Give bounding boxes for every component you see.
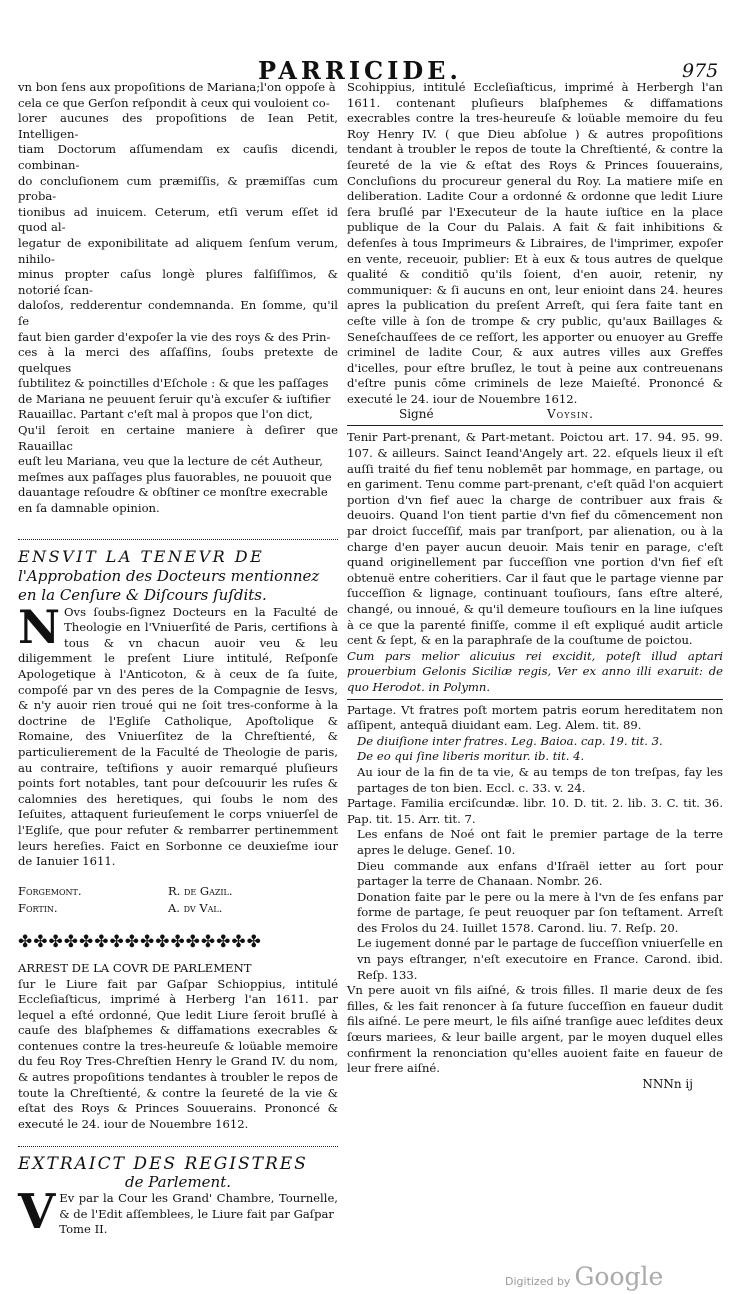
rule [347,425,723,426]
gathering-signature: NNNn ij [642,1076,693,1091]
pere-note: Vn pere auoit vn fils aiſné, & trois filles. Il marie deux de ſes filles, & les fait renoncer à ſa future ſucceſſion en faueur dudit fils aiſné. Le pere meurt, le fils aiſné tranſige auec leſdites deux ſœurs mariees, & leur baille argent, par le moyen duquel elles confirment la renonciation qu'elles auoient faite en faueur de leur frere aiſné. [347,983,723,1076]
opening-paragraph: vn bon ſens aux propoſitions de Mariana;l'on oppoſe à cela ce que Gerſon reſpondit à ceux qui vouloient co- lorer aucunes des propoſitions de Iean Petit, Intelligen- tiam Doctorum aſſumendam ex cauſis dicendi, combinan- do concluſionem cum præmiſſis, & præmiſſas cum proba- tionibus ad inuicem. Ceterum, etſi verum eſſet id quod al- legatur de exponibilitate ad aliquem ſenſum verum, nihilo- minus propter caſus longè plures falſiſſimos, & notorié ſcan- daloſos, redderentur condemnanda. En ſomme, qu'il ſe faut bien garder d'expoſer la vie des roys & des Prin- ces à la merci des aſſaſſins, ſoubs pretexte de quelques ſubtilitez & poinctilles d'Eſchole : & que les paſſages de Mariana ne peuuent ſeruir qu'à excuſer & iuſtifier Rauaillac. Partant c'eſt mal à propos que l'on dict, Qu'il ſeroit en certaine maniere à deſirer que Rauaillac euſt leu Mariana, veu que la lecture de cét Autheur, meſmes aux paſſages plus fauorables, ne pouuoit que dauantage reſoudre & obſtiner ce monſtre execrable en ſa damnable opinion. [18,80,338,516]
arrest-summary: ſur le Liure fait par Gaſpar Schioppius, intitulé Eccleſiaſticus, imprimé à Herberg l'an 1611. par lequel a eſté ordonné, Que ledit Liure ſeroit bruſlé à cauſe des blaſphemes & diffamations execrables & contenues contre la tres-heureuſe & loüable memoire du feu Roy Tres-Chreſtien Henry le Grand IV. du nom, & autres propoſitions tendantes à troubler le repos de toute la Chreſtienté, & contre la ſeureté de la vie & eſtat des Roys & Princes Souuerains. Prononcé & executé le 24. iour de Nouembre 1612. [18,976,338,1131]
signature: Forgemont. [18,883,82,898]
page-number: 975 [682,60,719,82]
signature: R. de Gazil. [168,883,233,898]
section-divider [18,1146,338,1147]
approbation-heading: ENSVIT LA TENEVR DE [18,546,265,566]
running-header [0,56,751,85]
digitized-watermark [505,1262,663,1291]
dieu-note: Dieu commande aux enfans d'Iſraël ietter au ſort pour partager la terre de Chanaan. Nombr. 26. [357,858,723,889]
right-column [347,80,723,1092]
arrest-continuation: Scohippius, intitulé Eccleſiaſticus, imprimé à Herbergh l'an 1611. contenant pluſieurs blaſphemes & diffamations execrables contre la tres-heureuſe & loüable memoire du feu Roy Henry IV. ( que Dieu abſolue ) & autres propoſitions tendant à troubler le repos de toute la Chreſtienté, & contre la ſeureté de la vie & eſtat des Roys & Princes ſouuerains, Concluſions du procureur general du Roy. La matiere miſe en deliberation. Ladite Cour a ordonné & ordonne que ledit Liure ſera bruſlé par l'Executeur de la haute iuſtice en la place publique de la Cour du Palais. A fait & fait inhibitions & defenſes à tous Imprimeurs & Libraires, de l'imprimer, expoſer en vente, receuoir, publier: Et à eux & tous autres de quelque qualité & conditiō qu'ils ſoient, d'en auoir, retenir, ny communiquer: & ſi aucuns en ont, leur enioint dans 24. heures apres la publication du preſent Arreſt, qui ſera faite tant en ceſte ville à ſon de trompe & cry public, qu'aux Baillages & Seneſchauſſees de ce reſſort, les apporter ou enuoyer au Greffe criminel de ladite Cour, & aux autres villes aux Greffes d'icelles, pour eſtre bruſlez, le tout à peine aux contreuenans d'eſtre punis cōme criminels de leze Maieſté. Prononcé & executé le 24. iour de Nouembre 1612. [347,80,723,406]
partage-note-1: Partage. Vt fratres poſt mortem patris eorum hereditatem non aſſipent, antequā diuidant eam. Leg. Alem. tit. 89. [347,702,723,733]
cum-pars-note: Cum pars melior alicuius rei excidit, poteſt illud aptari prouerbium Gelonis Siciliæ regis, Ver ex anno illi exaruit: de quo Herodot. in Polymn. [347,648,723,694]
watermark-prefix: Digitized by [505,1275,571,1288]
donation-note: Donation faite par le pere ou la mere à l'vn de ſes enfans par forme de partage, ſe peut reuoquer par ſon teſtament. Arreſt des Frolos du 24. Iuillet 1578. Carond. liu. 7. Reſp. 20. [357,889,723,935]
ornament-band: ✤✤✤✤✤✤✤✤✤✤✤✤✤✤✤✤ [18,931,262,952]
approbation-paragraph: N Ovs ſoubs-ſignez Docteurs en la Faculté de Theologie en l'Vniuerſité de Paris, certifions à tous & vn chacun auoir veu & leu diligemment le preſent Liure intitulé, Reſponſe Apologetique à l'Anticoton, & à ceux de ſa ſuite, compoſé par vn des peres de la Compagnie de Iesvs, & n'y auoir rien troué qui ne ſoit tres-conforme à la doctrine de l'Egliſe Catholique, Apoſtolique & Romaine, des Vniuerſitez de la Chreſtienté, & particulierement de la Faculté de Theologie de paris, au contraire, teſtifions y auoir remarqué pluſieurs points fort notables, tant pour deſcouurir les ruſes & calomnies des heretiques, qui ſoubs le nom des Ieſuites, attaquent furieuſement le corps vniuerſel de l'Egliſe, que pour refuter & rembarrer pertinemment leurs hereſies. Faict en Sorbonne ce deuxieſme iour de Ianuier 1611. [18,599,338,869]
signed-name: Voysin. [547,407,594,422]
tome-label: Tome II. [59,1222,108,1237]
left-column [18,80,338,1241]
signature: Fortin. [18,901,58,916]
signature: A. dv Val. [168,901,223,916]
running-title: PARRICIDE. [258,56,462,85]
au-iour-note: Au iour de la fin de ta vie, & au temps de ton treſpas, fay les partages de ton bien. Eccl. c. 33. v. 24. [357,764,723,795]
rule [347,699,723,700]
google-logo: Google [574,1262,664,1291]
drop-cap: V [18,1184,56,1241]
de-eo-qui-note: De eo qui ſine liberis moritur. ib. tit. 4. [357,749,585,764]
de-diuisione-note: De diuiſione inter fratres. Leg. Baioa. cap. 19. tit. 3. [357,733,663,748]
iugement-note: Le iugement donné par le partage de ſucceſſion vniuerſelle en vn pays eſtranger, n'eſt executoire en France. Carond. ibid. Reſp. 133. [357,936,723,982]
drop-cap: N [18,599,61,654]
enfans-noe-note: Les enfans de Noé ont fait le premier partage de la terre apres le deluge. Geneſ. 10. [357,827,723,857]
section-divider [18,539,338,540]
extraict-heading: EXTRAICT DES REGISTRES [18,1154,308,1175]
arrest-heading: ARREST DE LA COVR DE PARLEMENT [18,960,252,975]
extraict-paragraph: V Ev par la Cour les Grand' Chambre, Tournelle, & de l'Edit aſſemblees, le Liure fait par Gaſpar Tome II. [18,1184,338,1241]
approbation-subheading: l'Approbation des Docteurs mentionnez [18,566,320,585]
partage-note-2: Partage. Familia erciſcundæ. libr. 10. D. tit. 2. lib. 3. C. tit. 36. Pap. tit. 15. Arr. tit. 7. [347,796,723,826]
signed-line [347,407,723,423]
approbation-subheading-2: en la Cenſure & Diſcours ſuſdits. [18,585,267,604]
tenir-paragraph: Tenir Part-prenant, & Part-metant. Poictou art. 17. 94. 95. 99. 107. & ailleurs. Sainct Ieand'Angely art. 22. eſquels lieux il eſt auſſi traité du fief tenu noblemēt par hommage, en partage, ou en gariment. Tenu comme part-prenant, c'eſt quād l'on acquiert portion d'vn fief auec la charge de contribuer aux frais & deuoirs. Quand l'on tient partie d'vn fief du cōmencement non par droict ſucceſſif, mais par tranſport, par alienation, ou à la charge d'en payer aucun deuoir. Mais tenir en parage, c'eſt quand originellement par ſucceſſion vne portion d'vn fief eſt obtenuë entre coheritiers. Car il faut que le partage vienne par ſucceſſion & lignage, continuant touſiours, ſans eſtre alteré, changé, ou innoué, & qu'il demeure touſiours en la line iuſques à ce que la parenté finiſſe, comme il eſt expliqué audit article cent & ſept, & en la paraphraſe de la couſtume de poictou. [347,430,723,648]
extraict-subheading: de Parlement. [124,1173,231,1192]
signed-label: Signé [399,407,434,422]
doctor-signatures [18,884,338,917]
